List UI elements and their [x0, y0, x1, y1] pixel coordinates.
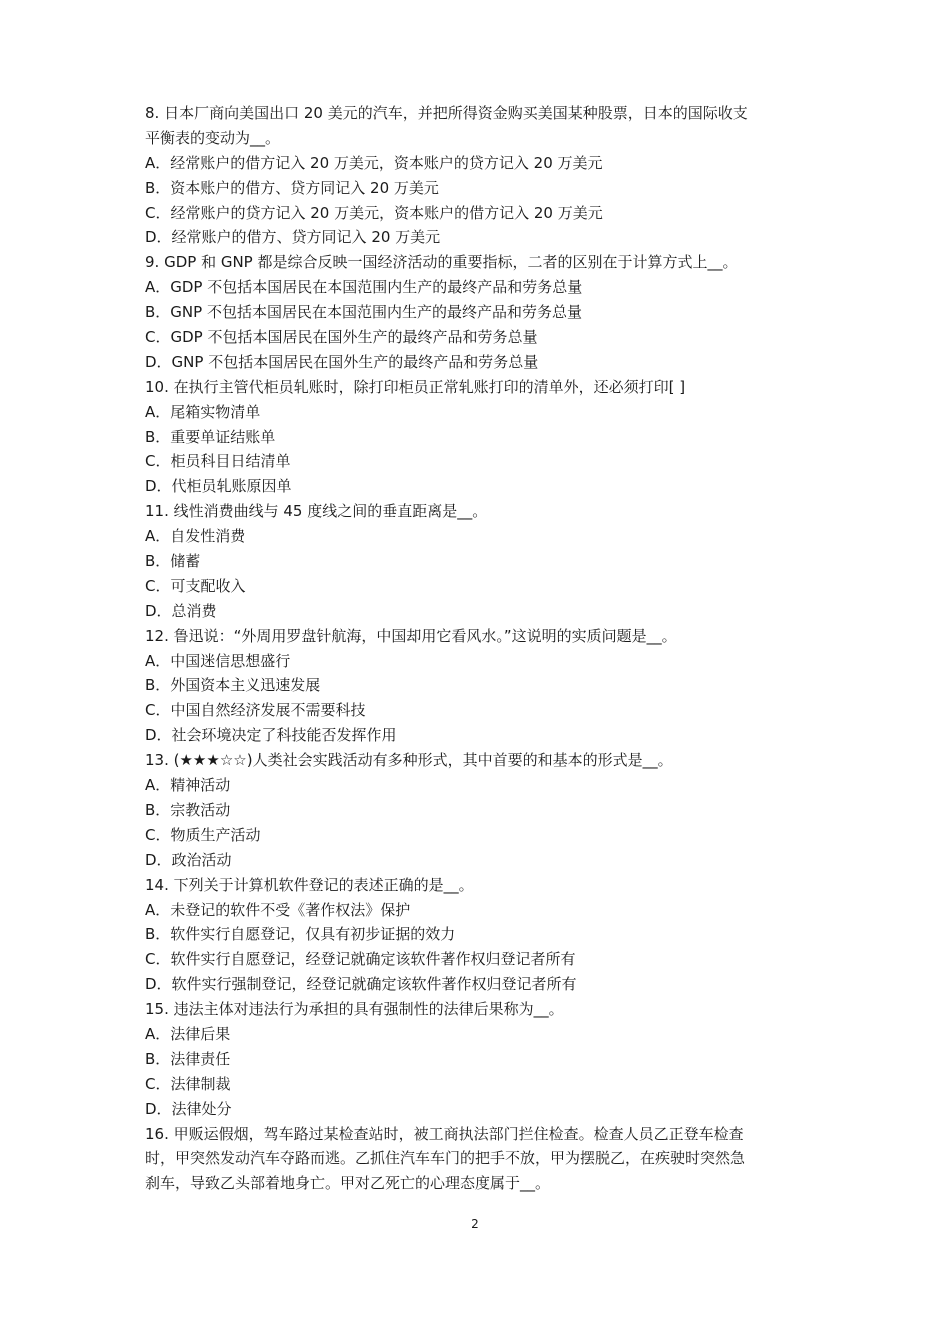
text-line: 平衡表的变动为__。 — [145, 128, 281, 147]
text-line: D．政治活动 — [145, 850, 232, 869]
text-line: D．软件实行强制登记，经登记就确定该软件著作权归登记者所有 — [145, 975, 577, 994]
text-line: A．中国迷信思想盛行 — [145, 651, 291, 670]
text-line: B．重要单证结账单 — [145, 427, 276, 446]
text-line: B．外国资本主义迅速发展 — [145, 676, 321, 695]
text-line: C．法律制裁 — [145, 1074, 231, 1093]
text-line: 时，甲突然发动汽车夺路而逃。乙抓住汽车车门的把手不放，甲为摆脱乙，在疾驶时突然急 — [145, 1149, 746, 1168]
text-line: A．法律后果 — [145, 1024, 231, 1043]
text-line: A．精神活动 — [145, 776, 231, 795]
page-content — [145, 101, 825, 1196]
text-line: C．中国自然经济发展不需要科技 — [145, 701, 366, 720]
text-line: C．可支配收入 — [145, 576, 246, 595]
text-line: 8. 日本厂商向美国出口 20 美元的汽车，并把所得资金购买美国某种股票，日本的国际收支 — [145, 104, 748, 122]
text-line: B．宗教活动 — [145, 800, 231, 819]
text-line: 刹车，导致乙头部着地身亡。甲对乙死亡的心理态度属于__。 — [145, 1174, 551, 1193]
text-line: 15. 违法主体对违法行为承担的具有强制性的法律后果称为__。 — [145, 1000, 564, 1019]
text-line: D．代柜员轧账原因单 — [145, 477, 292, 496]
text-line: C．物质生产活动 — [145, 825, 261, 844]
page-number: 2 — [471, 1217, 479, 1231]
text-line: B．储蓄 — [145, 552, 201, 571]
text-line: A．经常账户的借方记入 20 万美元，资本账户的贷方记入 20 万美元 — [145, 153, 603, 172]
text-line: D．总消费 — [145, 601, 217, 620]
text-line: 14. 下列关于计算机软件登记的表述正确的是__。 — [145, 875, 474, 894]
text-line: A．未登记的软件不受《著作权法》保护 — [145, 900, 411, 919]
text-line: C．经常账户的贷方记入 20 万美元，资本账户的借方记入 20 万美元 — [145, 203, 603, 222]
text-line: 16. 甲贩运假烟，驾车路过某检查站时，被工商执法部门拦住检查。检查人员乙正登车检查 — [145, 1124, 744, 1143]
text-line: A．尾箱实物清单 — [145, 402, 261, 421]
text-line: 9. GDP 和 GNP 都是综合反映一国经济活动的重要指标，二者的区别在于计算方式上__。 — [145, 253, 738, 272]
text-line: A．自发性消费 — [145, 527, 246, 546]
text-line: D．GNP 不包括本国居民在国外生产的最终产品和劳务总量 — [145, 352, 539, 371]
text-line: 12. 鲁迅说：“外周用罗盘针航海，中国却用它看风水。”这说明的实质问题是__。 — [145, 626, 677, 645]
text-line: C．GDP 不包括本国居民在国外生产的最终产品和劳务总量 — [145, 328, 538, 347]
text-line: 13. (★★★☆☆)人类社会实践活动有多种形式，其中首要的和基本的形式是__。 — [145, 751, 673, 770]
text-line: D．法律处分 — [145, 1099, 232, 1118]
text-line: D．社会环境决定了科技能否发挥作用 — [145, 726, 397, 745]
text-line: B．资本账户的借方、贷方同记入 20 万美元 — [145, 178, 439, 197]
text-line: C．柜员科目日结清单 — [145, 452, 291, 471]
text-line: B．法律责任 — [145, 1049, 231, 1068]
text-line: A．GDP 不包括本国居民在本国范围内生产的最终产品和劳务总量 — [145, 278, 583, 297]
text-line: C．软件实行自愿登记，经登记就确定该软件著作权归登记者所有 — [145, 950, 576, 969]
text-line: B．软件实行自愿登记，仅具有初步证据的效力 — [145, 925, 456, 944]
text-line: B．GNP 不包括本国居民在本国范围内生产的最终产品和劳务总量 — [145, 303, 582, 322]
text-line: 11. 线性消费曲线与 45 度线之间的垂直距离是__。 — [145, 502, 488, 521]
text-line: 10. 在执行主管代柜员轧账时，除打印柜员正常轧账打印的清单外，还必须打印[ ] — [145, 377, 686, 396]
text-line: D．经常账户的借方、贷方同记入 20 万美元 — [145, 228, 441, 247]
